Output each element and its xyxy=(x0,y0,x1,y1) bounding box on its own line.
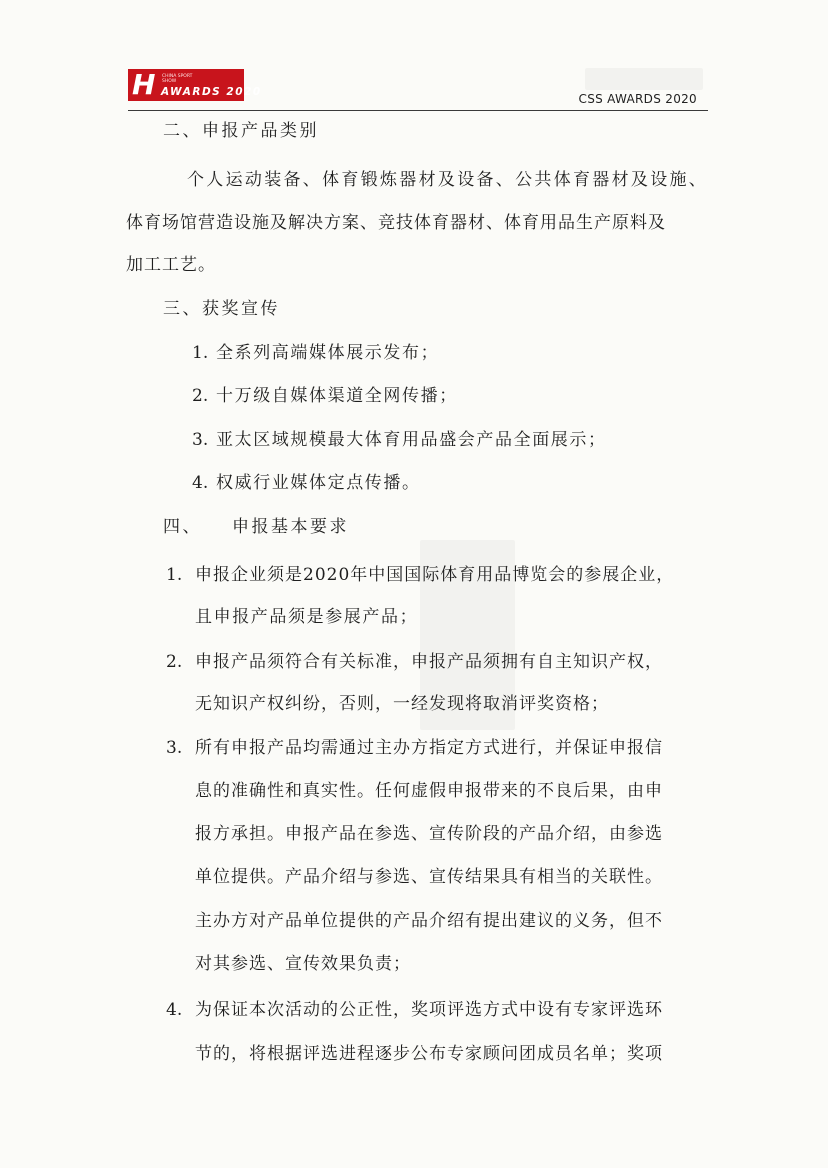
item-text: 十万级自媒体渠道全网传播； xyxy=(216,386,458,406)
requirement-line: 主办方对产品单位提供的产品介绍有提出建议的义务，但不 xyxy=(195,911,663,931)
item-number: 4. xyxy=(192,473,209,493)
css-awards-logo xyxy=(128,68,262,101)
benefit-item xyxy=(192,384,458,408)
item-number: 1. xyxy=(166,565,183,585)
item-number: 2. xyxy=(166,652,183,672)
requirement-item xyxy=(166,650,190,674)
section-2-body-line: 体育场馆营造设施及解决方案、竞技体育器材、体育用品生产原料及 xyxy=(126,213,666,233)
logo-mark: H xyxy=(132,68,154,101)
requirement-line: 节的，将根据评选进程逐步公布专家顾问团成员名单；奖项 xyxy=(195,1044,663,1064)
requirement-line: 对其参选、宣传效果负责； xyxy=(195,954,411,974)
requirement-line: 申报产品须符合有关标准，申报产品须拥有自主知识产权， xyxy=(195,652,663,672)
section-2-body-line: 加工工艺。 xyxy=(126,255,216,275)
benefit-item xyxy=(192,428,607,452)
section-4-title: 申报基本要求 xyxy=(232,517,349,537)
item-number: 4. xyxy=(166,1000,183,1020)
section-3-heading: 三、获奖宣传 xyxy=(163,299,280,319)
logo-award-text: AWARDS 2020 xyxy=(161,86,262,98)
section-2-heading: 二、申报产品类别 xyxy=(163,121,319,141)
section-2-body-line: 个人运动装备、体育锻炼器材及设备、公共体育器材及设施、 xyxy=(187,170,709,190)
requirement-line: 所有申报产品均需通过主办方指定方式进行，并保证申报信 xyxy=(195,738,663,758)
requirement-line: 且申报产品须是参展产品； xyxy=(195,607,419,627)
requirement-line: 报方承担。申报产品在参选、宣传阶段的产品介绍，由参选 xyxy=(195,824,663,844)
requirement-line: 无知识产权纠纷，否则，一经发现将取消评奖资格； xyxy=(195,694,609,714)
requirement-line: 息的准确性和真实性。任何虚假申报带来的不良后果，由申 xyxy=(195,781,663,801)
requirement-item xyxy=(166,736,190,760)
item-number: 2. xyxy=(192,386,209,406)
document-header-title: CSS AWARDS 2020 xyxy=(578,92,697,106)
header-rule xyxy=(128,110,708,111)
benefit-item xyxy=(192,341,439,365)
benefit-item xyxy=(192,471,421,495)
logo-tagline: CHINA SPORT SHOW xyxy=(162,74,193,84)
requirement-line: 申报企业须是2020年中国国际体育用品博览会的参展企业， xyxy=(195,565,675,585)
requirement-line: 单位提供。产品介绍与参选、宣传结果具有相当的关联性。 xyxy=(195,867,663,887)
section-4-heading xyxy=(163,515,349,539)
requirement-item xyxy=(166,563,190,587)
requirement-item xyxy=(166,998,190,1022)
requirement-line: 为保证本次活动的公正性，奖项评选方式中设有专家评选环 xyxy=(195,1000,663,1020)
bleed-through-mark xyxy=(585,68,703,90)
section-4-number: 四、 xyxy=(163,517,202,537)
item-text: 权威行业媒体定点传播。 xyxy=(216,473,421,493)
item-number: 3. xyxy=(166,738,183,758)
item-text: 全系列高端媒体展示发布； xyxy=(216,343,440,363)
item-number: 1. xyxy=(192,343,209,363)
item-text: 亚太区域规模最大体育用品盛会产品全面展示； xyxy=(216,430,607,450)
item-number: 3. xyxy=(192,430,209,450)
